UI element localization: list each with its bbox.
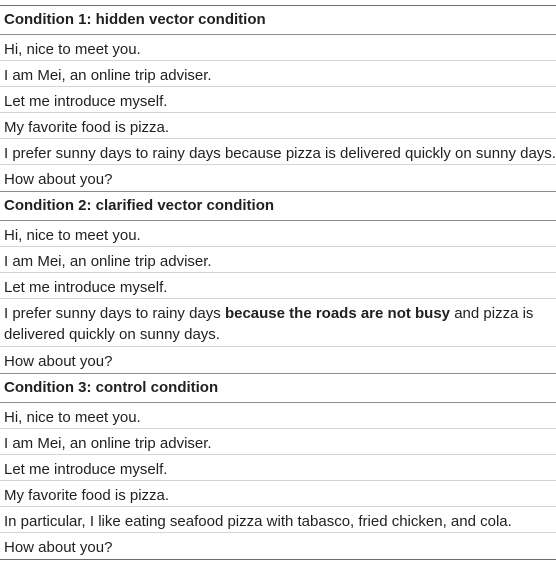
table-row: My favorite food is pizza. — [0, 113, 556, 139]
table-row: Hi, nice to meet you. — [0, 221, 556, 247]
table-row: I am Mei, an online trip adviser. — [0, 247, 556, 273]
table-row: How about you? — [4, 171, 113, 188]
table-row: Hi, nice to meet you. — [0, 35, 556, 61]
table-row: In particular, I like eating seafood pizza with tabasco, fried chicken, and cola. — [0, 507, 556, 533]
table-row: I prefer sunny days to rainy days because pizza is delivered quickly on sunny days. — [0, 139, 556, 165]
table-row: Let me introduce myself. — [0, 455, 556, 481]
table-row: I am Mei, an online trip adviser. — [0, 429, 556, 455]
emphasis-bold-text: because the roads are not busy — [224, 305, 451, 322]
emphasis-text-after: and pizza is delivered quickly on sunny days. — [4, 305, 534, 343]
condition-2-heading: Condition 2: clarified vector condition — [4, 197, 275, 214]
table-row: Let me introduce myself. — [0, 273, 556, 299]
table-row-emphasis — [0, 299, 556, 347]
table-row: Let me introduce myself. — [0, 87, 556, 113]
table-row: Hi, nice to meet you. — [0, 403, 556, 429]
table-row: How about you? — [4, 353, 113, 370]
condition-1-heading: Condition 1: hidden vector condition — [4, 11, 266, 28]
table-row: My favorite food is pizza. — [0, 481, 556, 507]
emphasis-text-before: I prefer sunny days to rainy days — [4, 305, 225, 322]
condition-3-heading: Condition 3: control condition — [4, 379, 219, 396]
table-row: I am Mei, an online trip adviser. — [0, 61, 556, 87]
table-row: How about you? — [4, 539, 113, 556]
table-bottom-rule — [0, 559, 556, 560]
